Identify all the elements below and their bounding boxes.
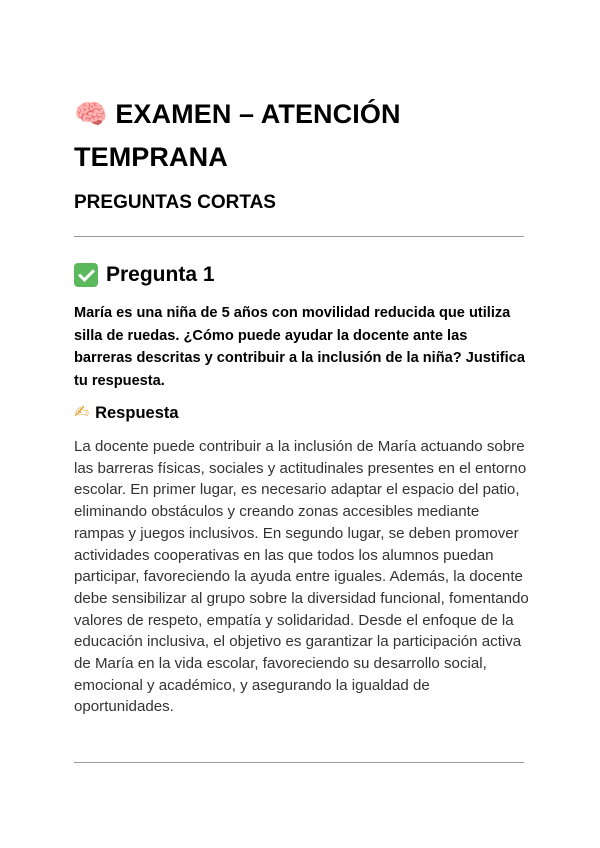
brain-icon: 🧠 [74, 99, 108, 130]
page-title [74, 93, 526, 178]
question-heading [74, 260, 215, 290]
answer-text: La docente puede contribuir a la inclusión de María actuando sobre las barreras físicas, sociales y actitudinales presentes en el entorno escolar. En primer lugar, es necesario adaptar el espacio del patio, eliminando obstáculos y creando zonas accesibles mediante rampas y juegos inclusivos. En segundo lugar, se deben promover actividades cooperativas en las que todos los alumnos puedan participar, favoreciendo la ayuda entre iguales. Además, la docente debe sensibilizar al grupo sobre la diversidad funcional, fomentando valores de respeto, empatía y solidaridad. Desde el enfoque de la educación inclusiva, el objetivo es garantizar la participación activa de María en la vida escolar, favoreciendo su desarrollo social, emocional y académico, y asegurando la igualdad de oportunidades. [74, 438, 529, 716]
answer-heading [74, 400, 179, 426]
question-text: María es una niña de 5 años con movilidad reducida que utiliza silla de ruedas. ¿Cómo puede ayudar la docente ante las barreras descritas y contribuir a la inclusión de la niña? Justifica tu respuesta. [74, 305, 525, 389]
page-title-text: EXAMEN – ATENCIÓN TEMPRANA [74, 99, 401, 172]
question-heading-text: Pregunta 1 [106, 263, 215, 286]
answer-heading-text: Respuesta [95, 404, 179, 422]
divider [74, 762, 524, 763]
writing-hand-icon: ✍ [74, 402, 90, 423]
divider [74, 236, 524, 237]
section-subtitle: PREGUNTAS CORTAS [74, 192, 276, 213]
check-mark-icon [74, 263, 98, 287]
